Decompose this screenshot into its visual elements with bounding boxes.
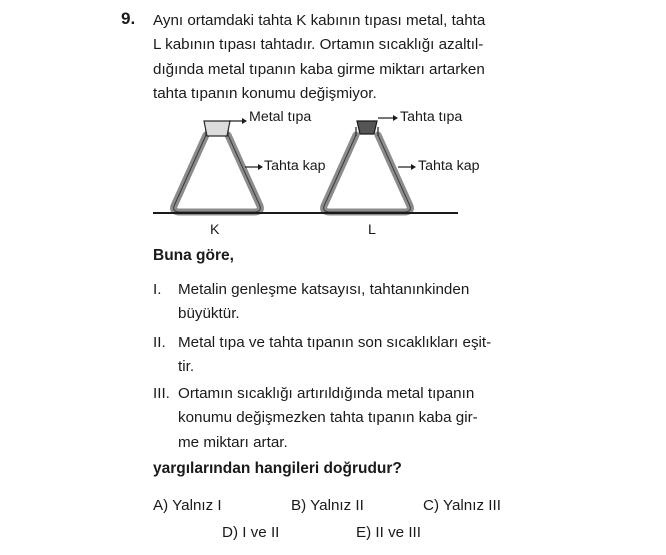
question-prompt: yargılarından hangileri doğrudur?: [153, 460, 402, 477]
label-wood-container-k: Tahta kap: [264, 158, 326, 174]
wood-stopper: [357, 121, 377, 134]
question-number: 9.: [121, 9, 136, 28]
arrow-wood-container-k: [245, 164, 263, 170]
label-l: L: [368, 222, 376, 238]
flask-k: [174, 127, 261, 212]
statement-2-line-1: Metal tıpa ve tahta tıpanın son sıcaklıkları eşit-: [178, 334, 492, 351]
statement-2-line-2: tir.: [178, 358, 195, 376]
statement-1-line-1: Metalin genleşme katsayısı, tahtanınkinden: [178, 281, 470, 298]
arrow-wood-stopper: [378, 115, 398, 121]
question-line-2: L kabının tıpası tahtadır. Ortamın sıcaklığı azaltıl-: [153, 36, 484, 54]
label-wood-container-l: Tahta kap: [418, 158, 480, 174]
label-k: K: [210, 222, 220, 238]
statement-1-text: [178, 278, 469, 327]
arrow-metal-stopper: [229, 118, 247, 124]
choice-b[interactable]: B) Yalnız II: [291, 497, 364, 514]
question-line-1: Aynı ortamdaki tahta K kabının tıpası metal, tahta: [153, 12, 486, 29]
question-line-3: dığında metal tıpanın kaba girme miktarı artarken: [153, 60, 485, 78]
statement-3-line-3: me miktarı artar.: [178, 433, 288, 451]
choice-d[interactable]: D) I ve II: [222, 524, 280, 541]
statement-2-roman: II.: [153, 334, 166, 351]
choice-e[interactable]: E) II ve III: [356, 524, 421, 541]
arrow-wood-container-l: [398, 164, 416, 170]
label-wood-stopper: Tahta tıpa: [400, 109, 463, 125]
statement-3-line-1: Ortamın sıcaklığı artırıldığında metal tıpanın: [178, 385, 475, 402]
statement-3-text: [178, 382, 478, 455]
metal-stopper: [204, 121, 230, 136]
statement-3-roman: III.: [153, 385, 170, 402]
flask-diagram: [0, 0, 666, 250]
statement-1-roman: I.: [153, 281, 162, 298]
figure: [0, 0, 666, 250]
flask-l: [324, 127, 411, 212]
question-line-4: tahta tıpanın konumu değişmiyor.: [153, 85, 377, 103]
statement-2-text: [178, 331, 491, 380]
label-metal-stopper: Metal tıpa: [249, 109, 312, 125]
choice-a[interactable]: A) Yalnız I: [153, 497, 222, 514]
choice-c[interactable]: C) Yalnız III: [423, 497, 501, 514]
section-heading: Buna göre,: [153, 247, 234, 264]
statement-1-line-2: büyüktür.: [178, 305, 240, 323]
statement-3-line-2: konumu değişmezken tahta tıpanın kaba gir-: [178, 409, 478, 427]
